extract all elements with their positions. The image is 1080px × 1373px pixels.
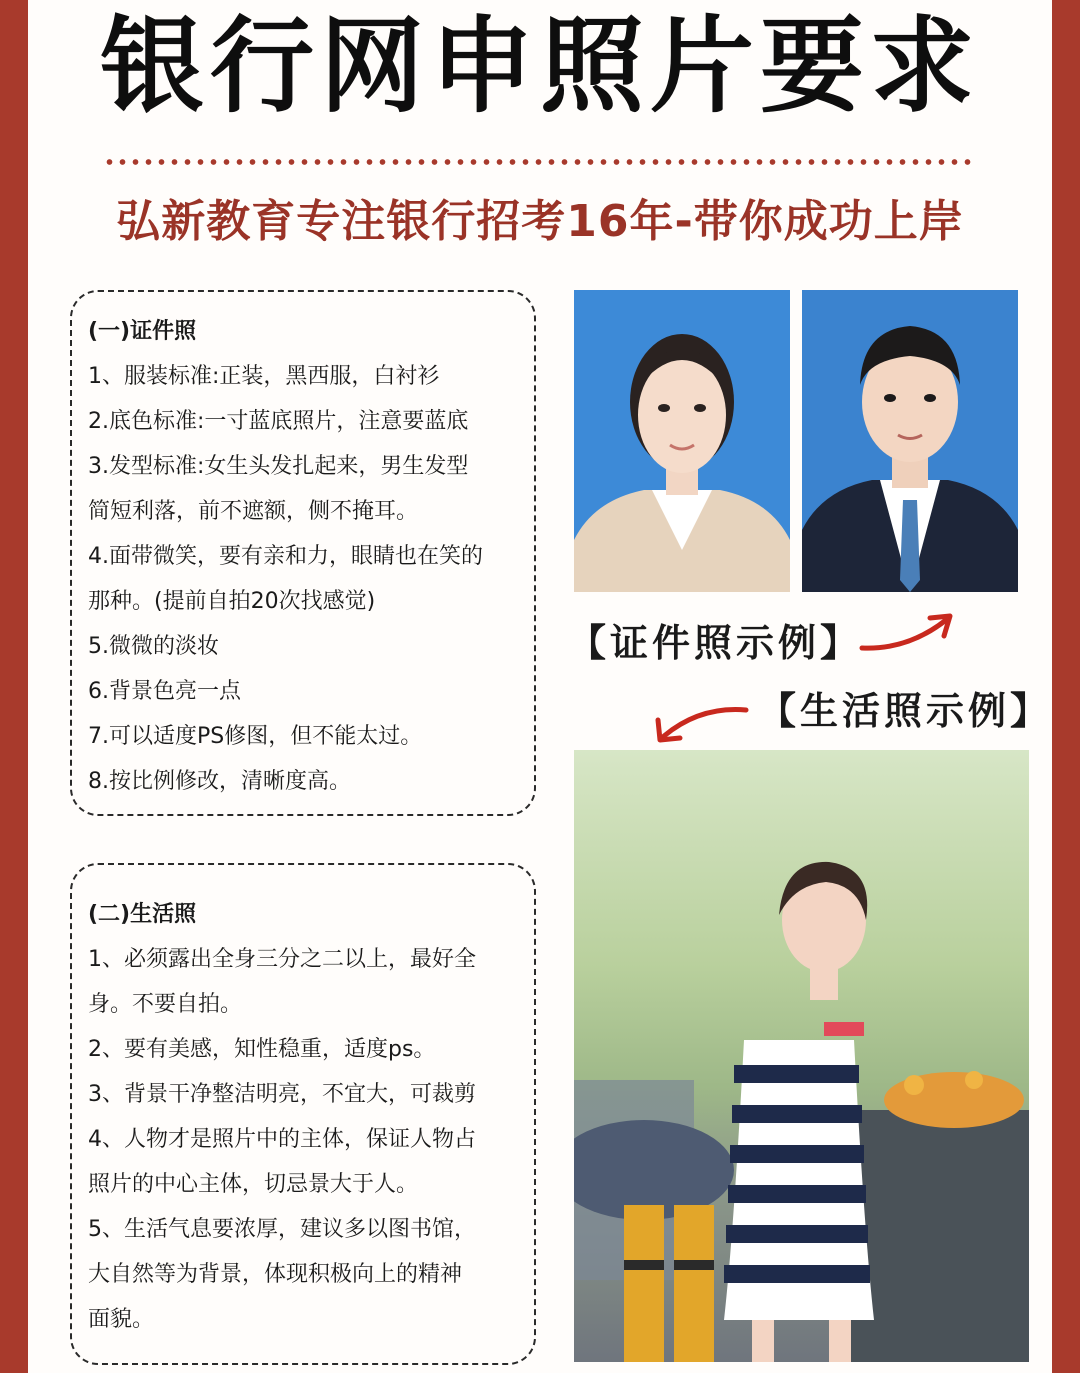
requirement-line: 8.按比例修改，清晰度高。 xyxy=(88,769,351,794)
female-id-photo xyxy=(574,290,790,592)
dotted-divider xyxy=(103,158,977,166)
right-border xyxy=(1052,0,1080,1373)
id-photo-example-caption: 【证件照示例】 xyxy=(568,621,863,665)
requirement-line: 6.背景色亮一点 xyxy=(88,679,241,704)
male-id-photo xyxy=(802,290,1018,592)
requirement-line: 面貌。 xyxy=(88,1307,155,1332)
requirement-line: 照片的中心主体，切忌景大于人。 xyxy=(88,1172,419,1197)
requirement-line: 大自然等为背景，体现积极向上的精神 xyxy=(88,1262,463,1287)
requirement-line: 4.面带微笑，要有亲和力，眼睛也在笑的 xyxy=(88,544,483,569)
arrow-down-left-icon xyxy=(650,700,750,746)
requirement-line: 2.底色标准:一寸蓝底照片，注意要蓝底 xyxy=(88,409,469,434)
id-photo-requirements-card xyxy=(70,290,536,816)
requirement-line: 2、要有美感，知性稳重，适度ps。 xyxy=(88,1037,436,1062)
page-subtitle: 弘新教育专注银行招考16年-带你成功上岸 xyxy=(116,196,964,247)
life-photo-requirements-card xyxy=(70,863,536,1365)
requirement-line: 7.可以适度PS修图，但不能太过。 xyxy=(88,724,423,749)
requirement-line: 3、背景干净整洁明亮，不宜大，可裁剪 xyxy=(88,1082,476,1107)
requirement-line: 1、必须露出全身三分之二以上，最好全 xyxy=(88,947,476,972)
id-photo-heading: (一)证件照 xyxy=(88,319,197,344)
life-photo-heading: (二)生活照 xyxy=(88,902,197,927)
page-title: 银行网申照片要求 xyxy=(99,5,980,127)
requirement-line: 5.微微的淡妆 xyxy=(88,634,219,659)
requirement-line: 4、人物才是照片中的主体，保证人物占 xyxy=(88,1127,476,1152)
arrow-up-right-icon xyxy=(858,610,958,656)
requirement-line: 简短利落，前不遮额，侧不掩耳。 xyxy=(88,499,419,524)
requirement-line: 身。不要自拍。 xyxy=(88,992,243,1017)
requirement-line: 1、服装标准:正装，黑西服，白衬衫 xyxy=(88,364,440,389)
life-photo-example xyxy=(574,750,1029,1362)
requirement-line: 那种。(提前自拍20次找感觉) xyxy=(88,589,376,614)
requirement-line: 3.发型标准:女生头发扎起来，男生发型 xyxy=(88,454,469,479)
life-photo-example-caption: 【生活照示例】 xyxy=(758,689,1053,733)
left-border xyxy=(0,0,28,1373)
requirement-line: 5、生活气息要浓厚，建议多以图书馆， xyxy=(88,1217,476,1242)
